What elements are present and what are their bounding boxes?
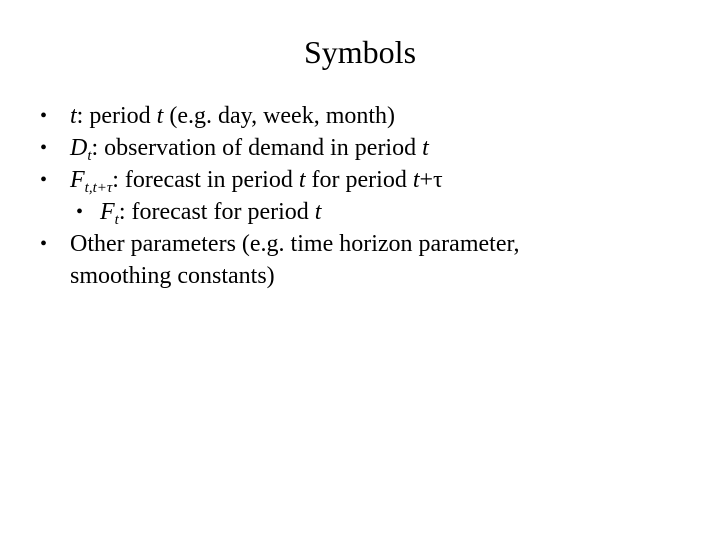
list-item-forecast [40,164,680,196]
item-text-tail: (e.g. day, week, month) [163,103,396,129]
item-text: : period [76,103,157,129]
symbol-f: F [70,167,85,193]
item-text-mid: for period [305,167,413,193]
item-var: t [422,135,429,161]
item-var-2: t [412,167,420,193]
item-text: : forecast in period [112,167,299,193]
item-text: : observation of demand in period [91,135,423,161]
item-text-tail: +τ [419,167,443,193]
symbol-subscript: t [114,212,119,228]
item-var: t [298,167,306,193]
bullet-icon: • [40,169,48,191]
symbol-subscript: t,t+τ [84,180,113,196]
symbol-subscript: t [87,148,92,164]
symbol-t: t [70,103,77,129]
list-item-period [40,100,680,132]
list-item-demand [40,132,680,164]
item-text-line-1: Other parameters (e.g. time horizon parameter, [70,231,520,257]
bullet-icon: • [40,105,48,127]
item-text: : forecast for period [118,199,315,225]
bullet-icon: • [40,137,48,159]
symbol-f: F [100,199,115,225]
bullet-icon: • [40,233,48,255]
list-item-other-params [40,228,680,292]
item-text-line-2: smoothing constants) [70,263,275,289]
item-var: t [156,103,164,129]
symbol-d: D [70,135,88,161]
item-var: t [314,199,322,225]
list-item-forecast-short [40,196,680,228]
bullet-icon: • [76,201,84,223]
slide-title: Symbols [303,34,417,70]
bullet-list [40,100,680,292]
